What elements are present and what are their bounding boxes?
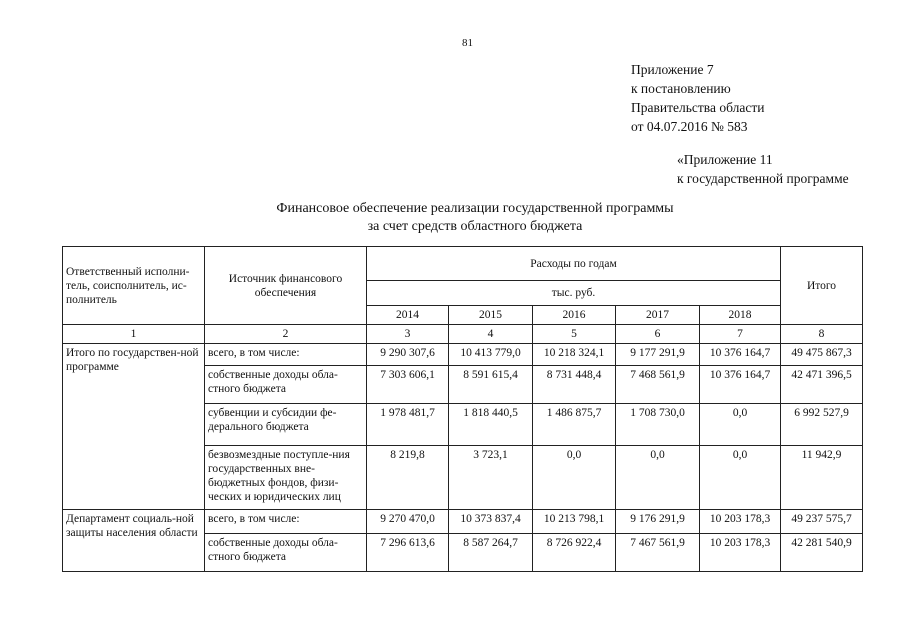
header-year: 2015 <box>449 306 533 325</box>
page-number: 81 <box>462 37 473 49</box>
source-cell: собственные доходы обла-стного бюджета <box>205 366 367 404</box>
source-cell: субвенции и субсидии фе-дерального бюджета <box>205 404 367 446</box>
funding-table <box>62 246 863 572</box>
value-cell: 10 413 779,0 <box>449 344 533 366</box>
column-number: 3 <box>367 325 449 344</box>
value-cell: 9 176 291,9 <box>616 510 700 534</box>
total-cell: 49 237 575,7 <box>781 510 863 534</box>
header-executor: Ответственный исполни-тель, соисполнитель, ис-полнитель <box>63 247 205 325</box>
value-cell: 0,0 <box>616 446 700 510</box>
column-number: 5 <box>533 325 616 344</box>
document-title <box>220 200 730 236</box>
appendix-block <box>631 60 764 136</box>
source-cell: безвозмездные поступле-ния государственных вне-бюджетных фондов, физи-ческих и юридических лиц <box>205 446 367 510</box>
total-cell: 6 992 527,9 <box>781 404 863 446</box>
source-cell: собственные доходы обла-стного бюджета <box>205 534 367 572</box>
header-total: Итого <box>781 247 863 325</box>
value-cell: 3 723,1 <box>449 446 533 510</box>
title-line: за счет средств областного бюджета <box>367 219 583 234</box>
value-cell: 10 218 324,1 <box>533 344 616 366</box>
value-cell: 10 376 164,7 <box>700 366 781 404</box>
value-cell: 8 726 922,4 <box>533 534 616 572</box>
appendix-line: к постановлению <box>631 81 731 96</box>
program-appendix-line: к государственной программе <box>677 171 849 186</box>
value-cell: 7 296 613,6 <box>367 534 449 572</box>
column-number: 4 <box>449 325 533 344</box>
source-cell: всего, в том числе: <box>205 344 367 366</box>
value-cell: 8 591 615,4 <box>449 366 533 404</box>
total-cell: 42 281 540,9 <box>781 534 863 572</box>
appendix-line: Правительства области <box>631 100 765 115</box>
appendix-line: Приложение 7 <box>631 62 714 77</box>
total-cell: 49 475 867,3 <box>781 344 863 366</box>
source-cell: всего, в том числе: <box>205 510 367 534</box>
value-cell: 0,0 <box>700 404 781 446</box>
column-number: 6 <box>616 325 700 344</box>
program-appendix-line: «Приложение 11 <box>677 152 773 167</box>
value-cell: 1 978 481,7 <box>367 404 449 446</box>
column-number: 8 <box>781 325 863 344</box>
value-cell: 10 203 178,3 <box>700 534 781 572</box>
value-cell: 8 219,8 <box>367 446 449 510</box>
value-cell: 9 177 291,9 <box>616 344 700 366</box>
value-cell: 10 203 178,3 <box>700 510 781 534</box>
header-year: 2014 <box>367 306 449 325</box>
table-row <box>63 510 863 534</box>
program-appendix-block <box>677 150 849 188</box>
value-cell: 10 213 798,1 <box>533 510 616 534</box>
header-expenses-by-year: Расходы по годам <box>367 247 781 281</box>
value-cell: 10 373 837,4 <box>449 510 533 534</box>
value-cell: 10 376 164,7 <box>700 344 781 366</box>
value-cell: 9 290 307,6 <box>367 344 449 366</box>
table-row <box>63 344 863 366</box>
header-year: 2018 <box>700 306 781 325</box>
value-cell: 7 468 561,9 <box>616 366 700 404</box>
value-cell: 7 467 561,9 <box>616 534 700 572</box>
executor-cell: Итого по государствен-ной программе <box>63 344 205 510</box>
value-cell: 1 708 730,0 <box>616 404 700 446</box>
title-line: Финансовое обеспечение реализации государственной программы <box>276 201 674 216</box>
header-unit: тыс. руб. <box>367 281 781 306</box>
header-year: 2016 <box>533 306 616 325</box>
value-cell: 9 270 470,0 <box>367 510 449 534</box>
column-number: 1 <box>63 325 205 344</box>
column-number: 2 <box>205 325 367 344</box>
value-cell: 7 303 606,1 <box>367 366 449 404</box>
value-cell: 8 731 448,4 <box>533 366 616 404</box>
appendix-line: от 04.07.2016 № 583 <box>631 119 748 134</box>
value-cell: 1 486 875,7 <box>533 404 616 446</box>
value-cell: 8 587 264,7 <box>449 534 533 572</box>
column-number: 7 <box>700 325 781 344</box>
value-cell: 1 818 440,5 <box>449 404 533 446</box>
total-cell: 42 471 396,5 <box>781 366 863 404</box>
value-cell: 0,0 <box>700 446 781 510</box>
header-year: 2017 <box>616 306 700 325</box>
total-cell: 11 942,9 <box>781 446 863 510</box>
value-cell: 0,0 <box>533 446 616 510</box>
executor-cell: Департамент социаль-ной защиты населения области <box>63 510 205 572</box>
header-source: Источник финансового обеспечения <box>205 247 367 325</box>
